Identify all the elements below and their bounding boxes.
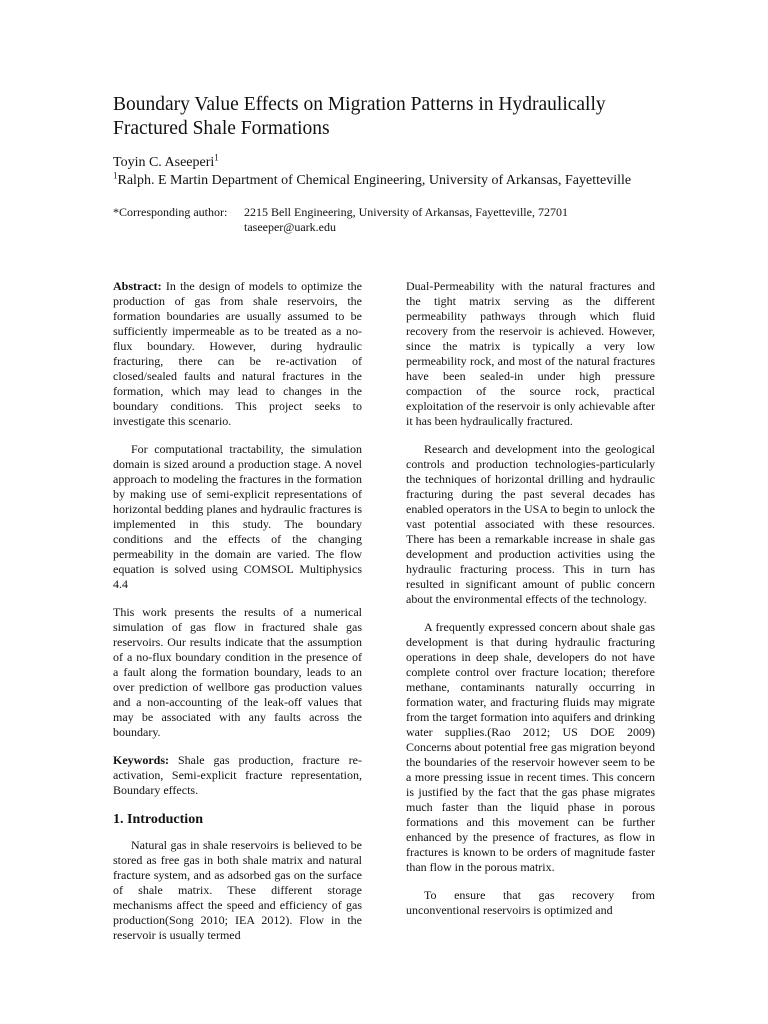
author-line (113, 154, 219, 172)
keywords-paragraph (113, 753, 362, 798)
keywords-label: Keywords: (113, 753, 169, 767)
author-name: Toyin C. Aseeperi (113, 155, 215, 170)
affiliation-superscript: 1 (113, 170, 118, 181)
left-column (113, 279, 362, 956)
right-paragraph-2: Research and development into the geological controls and production technologies-particularly the techniques of horizontal drilling and hydraulic fracturing during the past several decades has enabled operators in the USA to begin to unlock the vast potential associated with these resources. There has been a remarkable increase in shale gas development and production activities using the hydraulic fracturing process. This in turn has resulted in significant amount of public concern about the environmental effects of the technology. (406, 442, 655, 606)
right-paragraph-1: Dual-Permeability with the natural fractures and the tight matrix serving as the different permeability pathways through which fluid recovery from the reservoir is achieved. However, since the matrix is typically a very low permeability rock, and most of the natural fractures have been sealed-in under high pressure compaction of the source rock, practical exploitation of the reservoir is only achievable after it has been hydraulically fractured. (406, 279, 655, 428)
corresponding-address: 2215 Bell Engineering, University of Arkansas, Fayetteville, 72701 (244, 205, 568, 219)
author-superscript: 1 (214, 152, 219, 163)
paper-title: Boundary Value Effects on Migration Patterns in Hydraulically Fractured Shale Formations (113, 94, 606, 139)
abstract-label: Abstract: (113, 279, 162, 293)
corresponding-label: *Corresponding author: (113, 205, 228, 219)
keywords-text: Shale gas production, fracture re-activation, Semi-explicit fracture representation, Boundary effects. (113, 753, 362, 797)
right-paragraph-4: To ensure that gas recovery from unconventional reservoirs is optimized and (406, 888, 655, 917)
affiliation-text: Ralph. E Martin Department of Chemical Engineering, University of Arkansas, Fayetteville (117, 173, 632, 188)
abstract-paragraph (113, 279, 362, 429)
right-column (406, 279, 655, 931)
section-heading-introduction: 1. Introduction (113, 812, 203, 827)
affiliation-line (113, 172, 631, 190)
abstract-text: In the design of models to optimize the production of gas from shale reservoirs, the formation boundaries are usually assumed to be sufficiently impermeable as to be treated as a no-flux boundary. However, during hydraulic fracturing, there can be re-activation of closed/sealed faults and natural fractures in the formation, which may lead to changes in the boundary conditions. This project seeks to investigate this scenario. (113, 279, 362, 428)
right-paragraph-3: A frequently expressed concern about shale gas development is that during hydraulic fracturing operations in deep shale, developers do not have complete control over fracture location; therefore methane, contaminants naturally occurring in formation water, and fracturing fluids may migrate from the target formation into aquifers and drinking water supplies.(Rao 2012; US DOE 2009) Concerns about potential free gas migration beyond the boundaries of the reservoir however seem to be a more pressing issue in recent times. This concern is justified by the fact that the gas phase migrates much faster than the liquid phase in porous formations and this movement can be further enhanced by the presence of fractures, as flow in fractures is known to be orders of magnitude faster than flow in the porous matrix. (406, 620, 655, 874)
introduction-paragraph: Natural gas in shale reservoirs is believed to be stored as free gas in both shale matrix and natural fracture system, and as adsorbed gas on the surface of shale matrix. These different storage mechanisms affect the speed and efficiency of gas production(Song 2010; IEA 2012). Flow in the reservoir is usually termed (113, 838, 362, 942)
abstract-paragraph-2: For computational tractability, the simulation domain is sized around a production stage. A novel approach to modeling the fractures in the formation by making use of semi-explicit representations of horizontal bedding planes and hydraulic fractures is implemented in this study. The boundary conditions and the effects of the changing permeability in the domain are varied. The flow equation is solved using COMSOL Multiphysics 4.4 (113, 442, 362, 591)
abstract-paragraph-3: This work presents the results of a numerical simulation of gas flow in fractured shale gas reservoirs. Our results indicate that the assumption of a no-flux boundary condition in the presence of a fault along the formation boundary, leads to an over prediction of wellbore gas production values and a non-accounting of the leak-off values that may be associated with any faults across the boundary. (113, 605, 362, 739)
corresponding-email[interactable]: taseeper@uark.edu (244, 220, 337, 234)
